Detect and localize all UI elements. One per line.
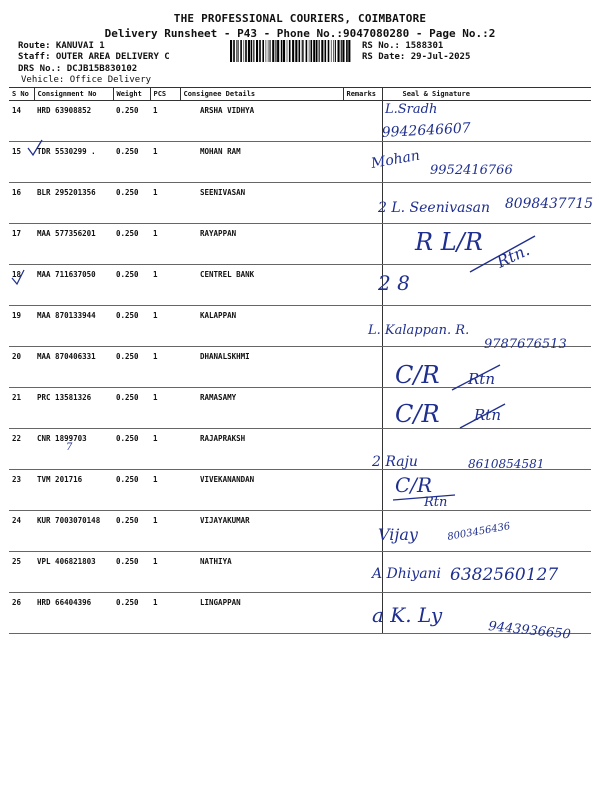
col-header-sno: S No: [9, 88, 34, 101]
handwritten-rtn-21: Rtn: [474, 406, 501, 424]
handwritten-note-20: C/R: [395, 361, 440, 389]
barcode-bar: [316, 40, 318, 62]
handwritten-phone-14: 9942646607: [381, 120, 472, 141]
barcode-bar: [281, 40, 283, 62]
handwritten-signature-19: L. Kalappan. R.: [368, 323, 470, 338]
handwritten-note-23: C/R: [395, 473, 433, 497]
barcode-bar: [292, 40, 294, 62]
row-sno: 14: [9, 101, 34, 142]
row-sno: 15: [9, 142, 34, 183]
row-seal-signature: [382, 224, 591, 265]
row-consignee: RAYAPPAN: [180, 224, 343, 265]
row-pcs: 1: [150, 429, 180, 470]
handwritten-mark-22: 7: [66, 442, 73, 453]
col-header-consignee: Consignee Details: [180, 88, 343, 101]
table-row: [9, 183, 591, 224]
barcode-bar: [346, 40, 348, 62]
barcode-bar: [313, 40, 315, 62]
table-row: [9, 224, 591, 265]
row-seal-signature: [382, 306, 591, 347]
table-row: [9, 470, 591, 511]
barcode-bar: [335, 40, 336, 62]
handwritten-signature-16: 2 L. Seenivasan: [378, 200, 491, 216]
barcode-bar: [306, 40, 308, 62]
row-consignment-no: MAA 577356201: [34, 224, 113, 265]
row-consignment-no: MAA 711637050: [34, 265, 113, 306]
barcode-bar: [256, 40, 258, 62]
row-weight: 0.250: [113, 388, 150, 429]
row-remarks: [343, 429, 382, 470]
row-weight: 0.250: [113, 470, 150, 511]
barcode-bar: [302, 40, 303, 62]
row-seal-signature: [382, 388, 591, 429]
handwritten-phone-15: 9952416766: [430, 163, 513, 178]
handwritten-signature-25: A Dhiyani: [372, 566, 442, 582]
row-pcs: 1: [150, 101, 180, 142]
barcode-bar: [311, 40, 313, 62]
row-consignee: NATHIYA: [180, 552, 343, 593]
row-consignee: RAJAPRAKSH: [180, 429, 343, 470]
barcode-bar: [342, 40, 344, 62]
table-row: [9, 101, 591, 142]
row-pcs: 1: [150, 142, 180, 183]
row-seal-signature: [382, 552, 591, 593]
row-pcs: 1: [150, 511, 180, 552]
row-pcs: 1: [150, 388, 180, 429]
row-weight: 0.250: [113, 306, 150, 347]
barcode-bar: [299, 40, 301, 62]
barcode-bar: [348, 40, 350, 62]
barcode-bar: [338, 40, 340, 62]
table-row: [9, 552, 591, 593]
row-consignee: MOHAN RAM: [180, 142, 343, 183]
barcode-bar: [270, 40, 271, 62]
barcode-bar: [245, 40, 247, 62]
row-remarks: [343, 593, 382, 634]
row-remarks: [343, 101, 382, 142]
row-weight: 0.250: [113, 552, 150, 593]
barcode-bar: [230, 40, 232, 62]
row-weight: 0.250: [113, 265, 150, 306]
row-consignee: DHANALSKHMI: [180, 347, 343, 388]
row-sno: 16: [9, 183, 34, 224]
barcode-bar: [266, 40, 267, 62]
row-seal-signature: [382, 593, 591, 634]
row-pcs: 1: [150, 265, 180, 306]
handwritten-signature-24: Vijay: [378, 525, 418, 544]
barcode-image: [230, 40, 352, 62]
route-text: Route: KANUVAI 1: [18, 41, 105, 51]
row-consignment-no: BLR 295201356: [34, 183, 113, 224]
handwritten-note-21: C/R: [395, 400, 440, 428]
barcode-bar: [240, 40, 242, 62]
barcode-bar: [303, 40, 304, 62]
row-remarks: [343, 306, 382, 347]
handwritten-phone-26: 9443936650: [487, 619, 572, 643]
col-header-seal-signature: Seal & Signature: [382, 88, 591, 101]
col-header-pcs: PCS: [150, 88, 180, 101]
row-consignee: SEENIVASAN: [180, 183, 343, 224]
row-remarks: [343, 388, 382, 429]
barcode-bar: [277, 40, 279, 62]
barcode-bar: [295, 40, 297, 62]
row-remarks: [343, 511, 382, 552]
barcode-bar: [251, 40, 253, 62]
vehicle-text: Vehicle: Office Delivery: [21, 75, 152, 85]
staff-text: Staff: OUTER AREA DELIVERY C: [18, 52, 170, 62]
handwritten-phone-19: 9787676513: [484, 337, 567, 352]
row-pcs: 1: [150, 224, 180, 265]
row-consignment-no: HRD 66404396: [34, 593, 113, 634]
barcode-bar: [268, 40, 269, 62]
barcode-bar: [233, 40, 235, 62]
drs-number: DRS No.: DCJB15B830102: [18, 64, 138, 74]
handwritten-mark-18: 2 8: [378, 271, 410, 295]
company-title: THE PROFESSIONAL COURIERS, COIMBATORE: [173, 12, 427, 25]
table-row: [9, 593, 591, 634]
row-seal-signature: [382, 429, 591, 470]
barcode-bar: [321, 40, 323, 62]
barcode-bar: [262, 40, 264, 62]
table-row: [9, 511, 591, 552]
row-consignment-no: TVM 201716: [34, 470, 113, 511]
table-row: [9, 142, 591, 183]
row-weight: 0.250: [113, 101, 150, 142]
row-consignment-no: KUR 7003070148: [34, 511, 113, 552]
barcode-bar: [253, 40, 254, 62]
row-remarks: [343, 265, 382, 306]
handwritten-rtn-17: Rtn.: [493, 240, 533, 272]
row-weight: 0.250: [113, 511, 150, 552]
row-consignee: VIVEKANANDAN: [180, 470, 343, 511]
row-sno: 23: [9, 470, 34, 511]
row-consignee: VIJAYAKUMAR: [180, 511, 343, 552]
barcode-bar: [283, 40, 285, 62]
barcode-bar: [238, 40, 239, 62]
row-sno: 18: [9, 265, 34, 306]
row-sno: 19: [9, 306, 34, 347]
barcode-bar: [309, 40, 310, 62]
barcode-bar: [341, 40, 342, 62]
row-seal-signature: [382, 347, 591, 388]
row-remarks: [343, 347, 382, 388]
row-pcs: 1: [150, 183, 180, 224]
barcode-bar: [325, 40, 327, 62]
handwritten-rtn-23: Rtn: [424, 495, 448, 510]
row-pcs: 1: [150, 470, 180, 511]
row-consignment-no: MAA 870406331: [34, 347, 113, 388]
row-remarks: [343, 142, 382, 183]
handwritten-phone-16: 8098437715: [505, 196, 594, 212]
rs-date: RS Date: 29-Jul-2025: [362, 52, 471, 62]
barcode-bar: [272, 40, 274, 62]
row-sno: 17: [9, 224, 34, 265]
table-header-row: [9, 88, 591, 101]
row-seal-signature: [382, 101, 591, 142]
row-weight: 0.250: [113, 593, 150, 634]
handwritten-signature-22: 2 Raju: [372, 454, 418, 470]
table-row: [9, 306, 591, 347]
handwritten-rtn-20: Rtn: [468, 370, 495, 388]
barcode-bar: [236, 40, 237, 62]
row-sno: 21: [9, 388, 34, 429]
handwritten-signature-15: Mohan: [369, 147, 422, 172]
row-weight: 0.250: [113, 429, 150, 470]
row-pcs: 1: [150, 347, 180, 388]
table-row: [9, 429, 591, 470]
row-seal-signature: [382, 511, 591, 552]
barcode-bar: [331, 40, 332, 62]
row-seal-signature: [382, 470, 591, 511]
row-consignment-no: HRD 63908852: [34, 101, 113, 142]
row-consignee: RAMASAMY: [180, 388, 343, 429]
row-sno: 20: [9, 347, 34, 388]
row-weight: 0.250: [113, 183, 150, 224]
table-row: [9, 265, 591, 306]
runsheet-table: [9, 87, 594, 634]
runsheet-subtitle: Delivery Runsheet - P43 - Phone No.:9047080280 - Page No.:2: [104, 27, 496, 40]
row-pcs: 1: [150, 593, 180, 634]
row-weight: 0.250: [113, 224, 150, 265]
barcode-bar: [259, 40, 261, 62]
row-pcs: 1: [150, 306, 180, 347]
row-weight: 0.250: [113, 347, 150, 388]
row-seal-signature: [382, 265, 591, 306]
barcode-bar: [289, 40, 291, 62]
row-sno: 24: [9, 511, 34, 552]
row-seal-signature: [382, 142, 591, 183]
row-consignment-no: PRC 13581326: [34, 388, 113, 429]
row-sno: 22: [9, 429, 34, 470]
rs-number: RS No.: 1588301: [362, 41, 444, 51]
barcode-bar: [275, 40, 276, 62]
row-weight: 0.250: [113, 142, 150, 183]
table-row: [9, 388, 591, 429]
barcode-bar: [328, 40, 330, 62]
handwritten-signature-26: a K. Ly: [372, 603, 443, 627]
barcode-bar: [248, 40, 250, 62]
col-header-remarks: Remarks: [343, 88, 382, 101]
row-consignee: ARSHA VIDHYA: [180, 101, 343, 142]
row-consignment-no: MAA 870133944: [34, 306, 113, 347]
row-sno: 25: [9, 552, 34, 593]
table-row: [9, 347, 591, 388]
barcode-bar: [287, 40, 288, 62]
handwritten-phone-22: 8610854581: [468, 457, 545, 471]
row-consignment-no: TDR 5530299 .: [34, 142, 113, 183]
row-seal-signature: [382, 183, 594, 224]
row-consignee: LINGAPPAN: [180, 593, 343, 634]
row-sno: 26: [9, 593, 34, 634]
row-remarks: [343, 183, 382, 224]
handwritten-signature-14: L.Sradh: [385, 102, 438, 117]
barcode-bar: [244, 40, 245, 62]
barcode-bar: [333, 40, 334, 62]
row-consignment-no: VPL 406821803: [34, 552, 113, 593]
handwritten-phone-25: 6382560127: [450, 565, 559, 585]
row-remarks: [343, 224, 382, 265]
row-remarks: [343, 470, 382, 511]
row-consignee: CENTREL BANK: [180, 265, 343, 306]
row-remarks: [343, 552, 382, 593]
row-consignee: KALAPPAN: [180, 306, 343, 347]
row-pcs: 1: [150, 552, 180, 593]
col-header-consignment: Consignment No: [34, 88, 113, 101]
row-consignment-no: CNR 1899703: [34, 429, 113, 470]
col-header-weight: Weight: [113, 88, 150, 101]
barcode-bar: [319, 40, 320, 62]
handwritten-phone-24: 8003456436: [446, 521, 512, 543]
handwritten-note-17: R L/R: [415, 228, 483, 256]
